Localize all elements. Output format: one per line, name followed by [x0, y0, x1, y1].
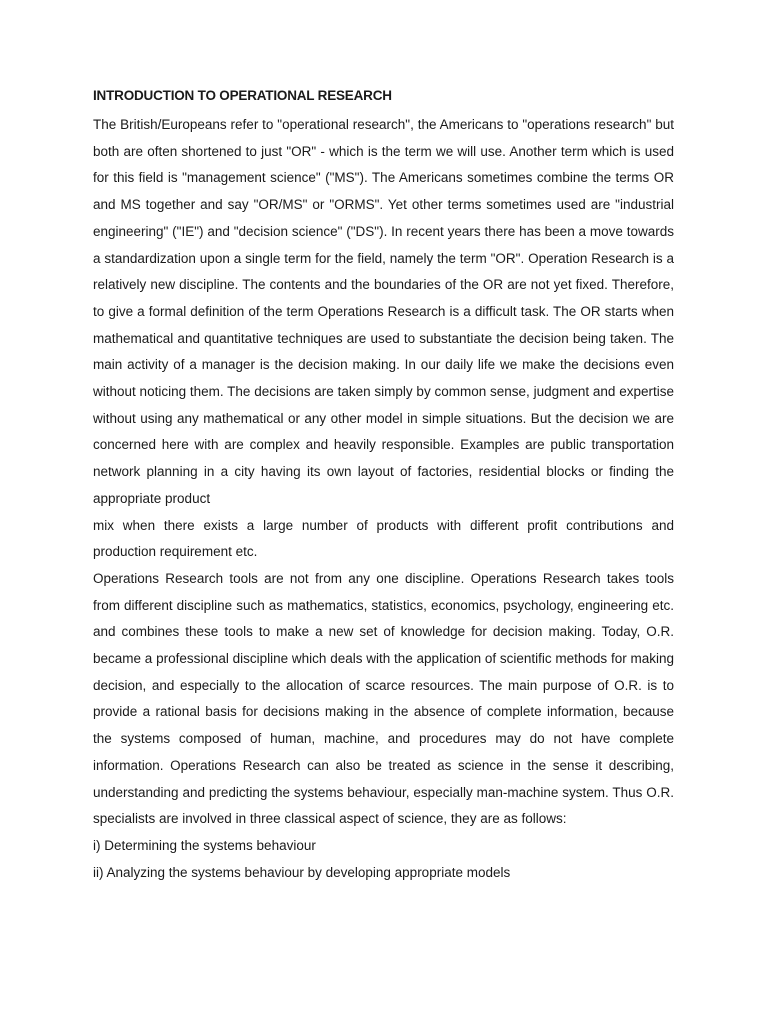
- document-title: INTRODUCTION TO OPERATIONAL RESEARCH: [93, 88, 392, 103]
- document-page: [93, 86, 674, 886]
- paragraph-product-mix: mix when there exists a large number of products with different profit contributions and production requirement etc.: [93, 517, 674, 560]
- paragraph-or-tools: Operations Research tools are not from any one discipline. Operations Research takes tools from different discipline such as mathematics, statistics, economics, psychology, engineering etc. and combines these tools to make a new set of knowledge for decision making. Today, O.R. became a professional discipline which deals with the application of scientific methods for making decision, and especially to the allocation of scarce resources. The main purpose of O.R. is to provide a rational basis for decisions making in the absence of complete information, because the systems composed of human, machine, and procedures may do not have complete information. Operations Research can also be treated as science in the sense it describing, understanding and predicting the systems behaviour, especially man-machine system. Thus O.R. specialists are involved in three classical aspect of science, they are as follows:: [93, 570, 674, 827]
- paragraph-intro: The British/Europeans refer to "operational research", the Americans to "operations research" but both are often shortened to just "OR" - which is the term we will use. Another term which is used for this field is "management science" ("MS"). The Americans sometimes combine the terms OR and MS together and say "OR/MS" or "ORMS". Yet other terms sometimes used are "industrial engineering" ("IE") and "decision science" ("DS"). In recent years there has been a move towards a standardization upon a single term for the field, namely the term "OR". Operation Research is a relatively new discipline. The contents and the boundaries of the OR are not yet fixed. Therefore, to give a formal definition of the term Operations Research is a difficult task. The OR starts when mathematical and quantitative techniques are used to substantiate the decision being taken. The main activity of a manager is the decision making. In our daily life we make the decisions even without noticing them. The decisions are taken simply by common sense, judgment and expertise without using any mathematical or any other model in simple situations. But the decision we are concerned here with are complex and heavily responsible. Examples are public transportation network planning in a city having its own layout of factories, residential blocks or finding the appropriate product: [93, 117, 674, 506]
- list-item: i) Determining the systems behaviour: [93, 837, 316, 853]
- list-item: ii) Analyzing the systems behaviour by developing appropriate models: [93, 864, 511, 880]
